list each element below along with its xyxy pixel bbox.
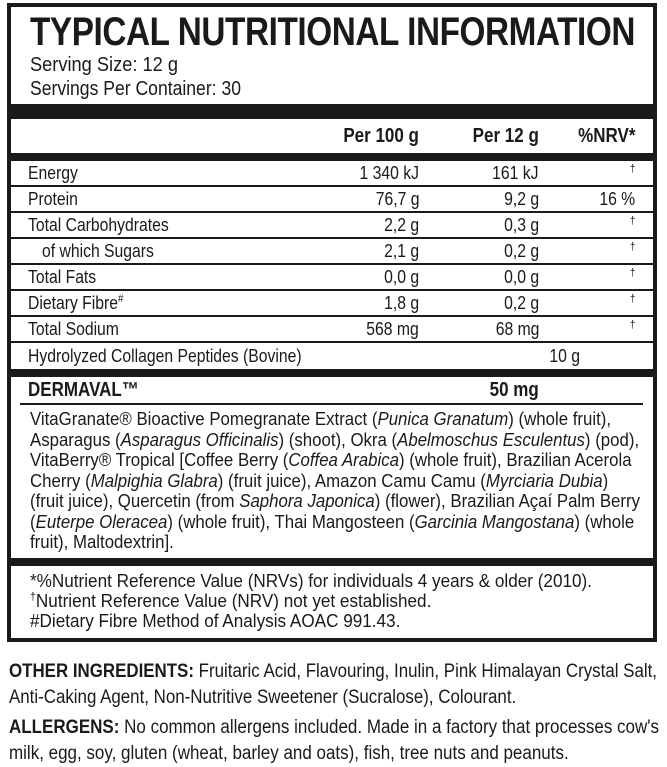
allergens — [9, 715, 667, 767]
nrv-value: † — [629, 318, 635, 331]
per-100g-value: 568 mg — [366, 318, 419, 339]
table-row — [11, 239, 653, 265]
per-12g-value: 161 kJ — [492, 162, 539, 183]
row-label: Total Sodium — [28, 318, 119, 339]
per-12g-value: 68 mg — [495, 318, 539, 339]
per-100g-value: 1,8 g — [384, 292, 419, 313]
row-label: of which Sugars — [42, 240, 154, 261]
column-header-nrv: %NRV* — [577, 125, 635, 147]
dermaval-name: DERMAVAL™ — [28, 378, 139, 401]
nrv-value: † — [629, 162, 635, 175]
row-label: Hydrolyzed Collagen Peptides (Bovine) — [28, 345, 302, 366]
per-100g-value: 1 340 kJ — [359, 162, 419, 183]
dermaval-row — [11, 377, 653, 403]
dermaval-ingredients-text: VitaGranate® Bioactive Pomegranate Extract (Punica Granatum) (whole fruit), Asparagus (Asparagus Officinalis) (shoot), Okra (Abelmoschus Esculentus) (pod), VitaBerry® Tropical [Coffee Berry (Coffea Arabica) (whole fruit), Brazilian Acerola Cherry (Malpighia Glabra) (fruit juice), Amazon Camu Camu (Myrciaria Dubia) (fruit juice), Quercetin (from Saphora Japonica) (flower), Brazilian Açaí Palm Berry (Euterpe Oleracea) (whole fruit), Thai Mangosteen (Garcinia Mangostana) (whole fruit), Maltodextrin]. — [30, 409, 640, 552]
column-header-per-12g: Per 12 g — [472, 125, 539, 147]
nrv-value: † — [629, 266, 635, 279]
table-row — [11, 317, 653, 343]
row-label: Total Carbohydrates — [28, 214, 169, 235]
table-row — [11, 187, 653, 213]
divider-bar-header — [11, 104, 653, 119]
column-header-per-100g: Per 100 g — [343, 125, 419, 147]
nrv-value: † — [629, 292, 635, 305]
table-row — [11, 291, 653, 317]
panel-title-text: TYPICAL NUTRITIONAL INFORMATION — [30, 10, 635, 54]
per-100g-value: 76,7 g — [375, 188, 419, 209]
per-100g-value: 2,2 g — [384, 214, 419, 235]
per-12g-value: 0,2 g — [504, 240, 539, 261]
table-row — [11, 343, 653, 369]
per-12g-value: 0,3 g — [504, 214, 539, 235]
row-label: Total Fats — [28, 266, 97, 287]
table-row — [11, 213, 653, 239]
row-label: Protein — [28, 188, 78, 209]
table-row — [11, 161, 653, 187]
per-100g-value — [350, 345, 470, 367]
dermaval-amount: 50 mg — [489, 378, 539, 401]
per-12g-value: 0,2 g — [504, 292, 539, 313]
nutrition-table — [11, 161, 653, 369]
per-12g-value: 9,2 g — [504, 188, 539, 209]
dermaval-rule — [20, 403, 643, 405]
dermaval-ingredients — [30, 409, 639, 553]
table-row — [11, 265, 653, 291]
per-100g-value: 0,0 g — [384, 266, 419, 287]
serving-size — [30, 54, 639, 77]
panel-title — [30, 11, 639, 53]
nrv-value — [588, 345, 667, 367]
other-ingredients-text: OTHER INGREDIENTS: Fruitaric Acid, Flavouring, Inulin, Pink Himalayan Crystal Salt, Anti-Caking Agent, Non-Nutritive Sweetener (Sucralose), Colourant. — [9, 661, 657, 708]
table-column-headers — [11, 119, 653, 153]
footnotes — [11, 566, 653, 638]
footnotes-text: *%Nutrient Reference Value (NRVs) for individuals 4 years & older (2010). †Nutrient Reference Value (NRV) not yet established. #Dietary Fibre Method of Analysis AOAC 991.43. — [30, 570, 592, 631]
servings-per-container — [30, 78, 639, 101]
per-100g-value: 2,1 g — [384, 240, 419, 261]
nrv-value: 16 % — [599, 188, 635, 209]
nrv-value: † — [629, 214, 635, 227]
row-label: Energy — [28, 162, 78, 183]
divider-bar-dermaval — [11, 369, 653, 377]
allergens-text: ALLERGENS: No common allergens included. Made in a factory that processes cow's milk, egg, soy, gluten (wheat, barley and oats), fish, tree nuts and peanuts. — [9, 717, 660, 764]
per-12g-value: 10 g — [549, 345, 580, 366]
divider-bar-columns — [11, 153, 653, 161]
other-ingredients — [9, 659, 667, 711]
servings-per-container-text: Servings Per Container: 30 — [30, 78, 241, 100]
nutrition-facts-panel — [7, 3, 657, 642]
divider-bar-footnotes — [11, 558, 653, 566]
row-label: Dietary Fibre# — [28, 292, 124, 313]
per-12g-value: 0,0 g — [504, 266, 539, 287]
nrv-value: † — [629, 240, 635, 253]
panel-header — [11, 7, 653, 104]
serving-size-text: Serving Size: 12 g — [30, 54, 178, 76]
